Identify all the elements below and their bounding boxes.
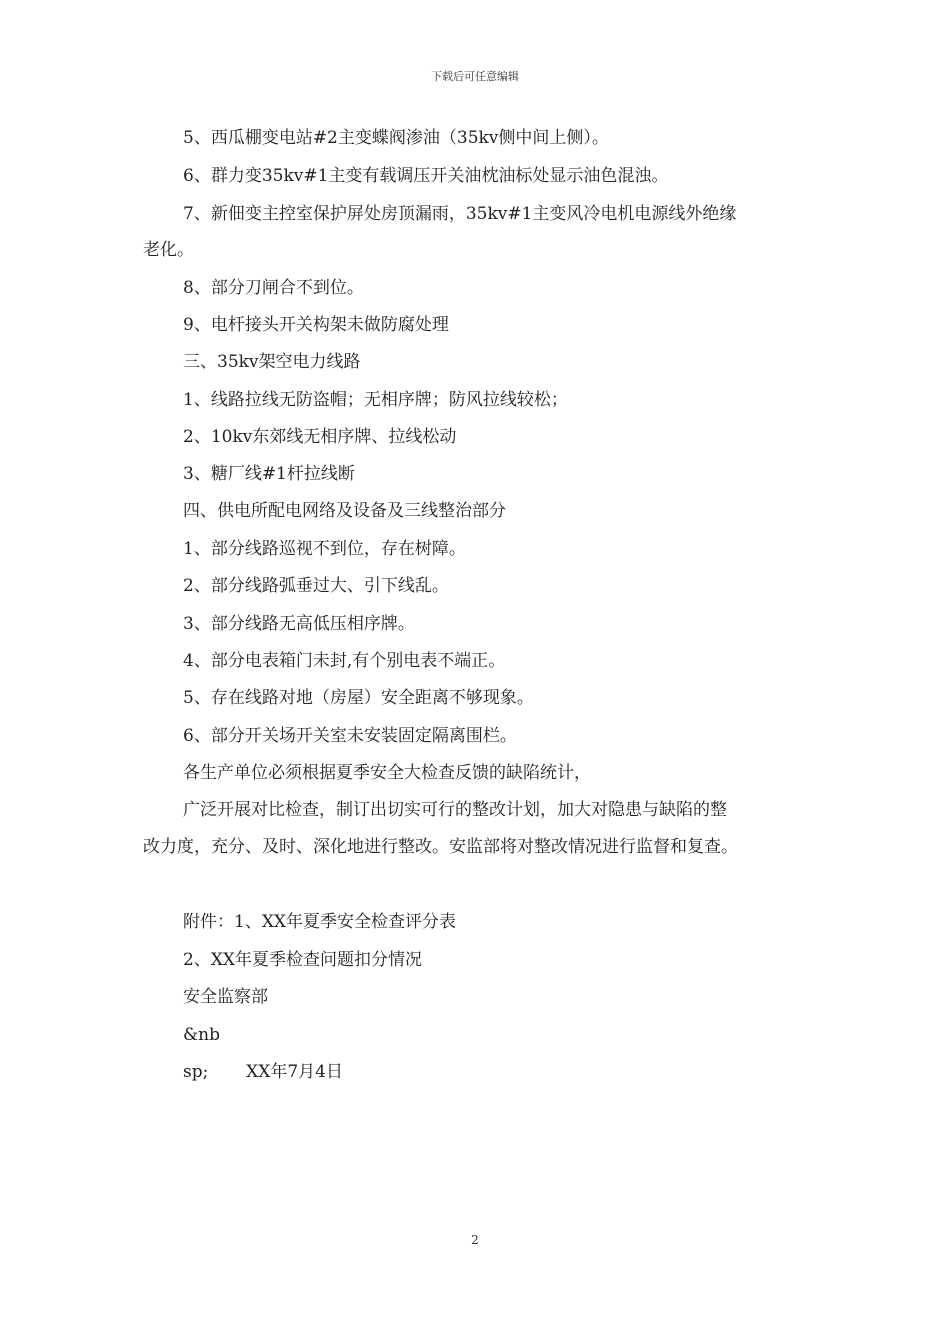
section-heading: 三、35kv架空电力线路 [183, 352, 361, 372]
paragraph: 4、部分电表箱门未封,有个别电表不端正。 [183, 651, 506, 671]
attachment-line: 2、XX年夏季检查问题扣分情况 [183, 950, 423, 970]
page-header: 下载后可任意编辑 [431, 70, 519, 83]
paragraph: 3、糖厂线#1杆拉线断 [183, 464, 355, 484]
paragraph: 改力度，充分、及时、深化地进行整改。安监部将对整改情况进行监督和复查。 [143, 837, 738, 857]
paragraph: 2、10kv东郊线无相序牌、拉线松动 [183, 427, 457, 447]
paragraph: 9、电杆接头开关构架未做防腐处理 [183, 315, 449, 335]
paragraph: 6、部分开关场开关室未安装固定隔离围栏。 [183, 726, 517, 746]
paragraph: 6、群力变35kv#1主变有载调压开关油枕油标处显示油色混浊。 [183, 166, 669, 186]
paragraph: 5、西瓜棚变电站#2主变蝶阀渗油（35kv侧中间上侧）。 [183, 128, 609, 148]
signature-date: sp; XX年7月4日 [183, 1062, 343, 1082]
paragraph: 老化。 [143, 240, 194, 260]
attachment-line: 附件：1、XX年夏季安全检查评分表 [183, 912, 457, 932]
paragraph: 7、新佃变主控室保护屏处房顶漏雨，35kv#1主变风冷电机电源线外绝缘 [183, 204, 737, 224]
paragraph: 3、部分线路无高低压相序牌。 [183, 614, 415, 634]
paragraph: &nb [183, 1025, 220, 1045]
paragraph: 1、部分线路巡视不到位，存在树障。 [183, 539, 466, 559]
signature-department: 安全监察部 [183, 987, 268, 1007]
paragraph: 1、线路拉线无防盗帽；无相序牌；防风拉线较松； [183, 390, 568, 410]
paragraph: 各生产单位必须根据夏季安全大检查反馈的缺陷统计， [183, 763, 591, 783]
paragraph: 广泛开展对比检查，制订出切实可行的整改计划，加大对隐患与缺陷的整 [183, 800, 727, 820]
paragraph: 2、部分线路弧垂过大、引下线乱。 [183, 576, 449, 596]
paragraph: 5、存在线路对地（房屋）安全距离不够现象。 [183, 688, 534, 708]
page-number: 2 [471, 1233, 479, 1247]
section-heading: 四、供电所配电网络及设备及三线整治部分 [183, 501, 506, 521]
paragraph: 8、部分刀闸合不到位。 [183, 278, 364, 298]
